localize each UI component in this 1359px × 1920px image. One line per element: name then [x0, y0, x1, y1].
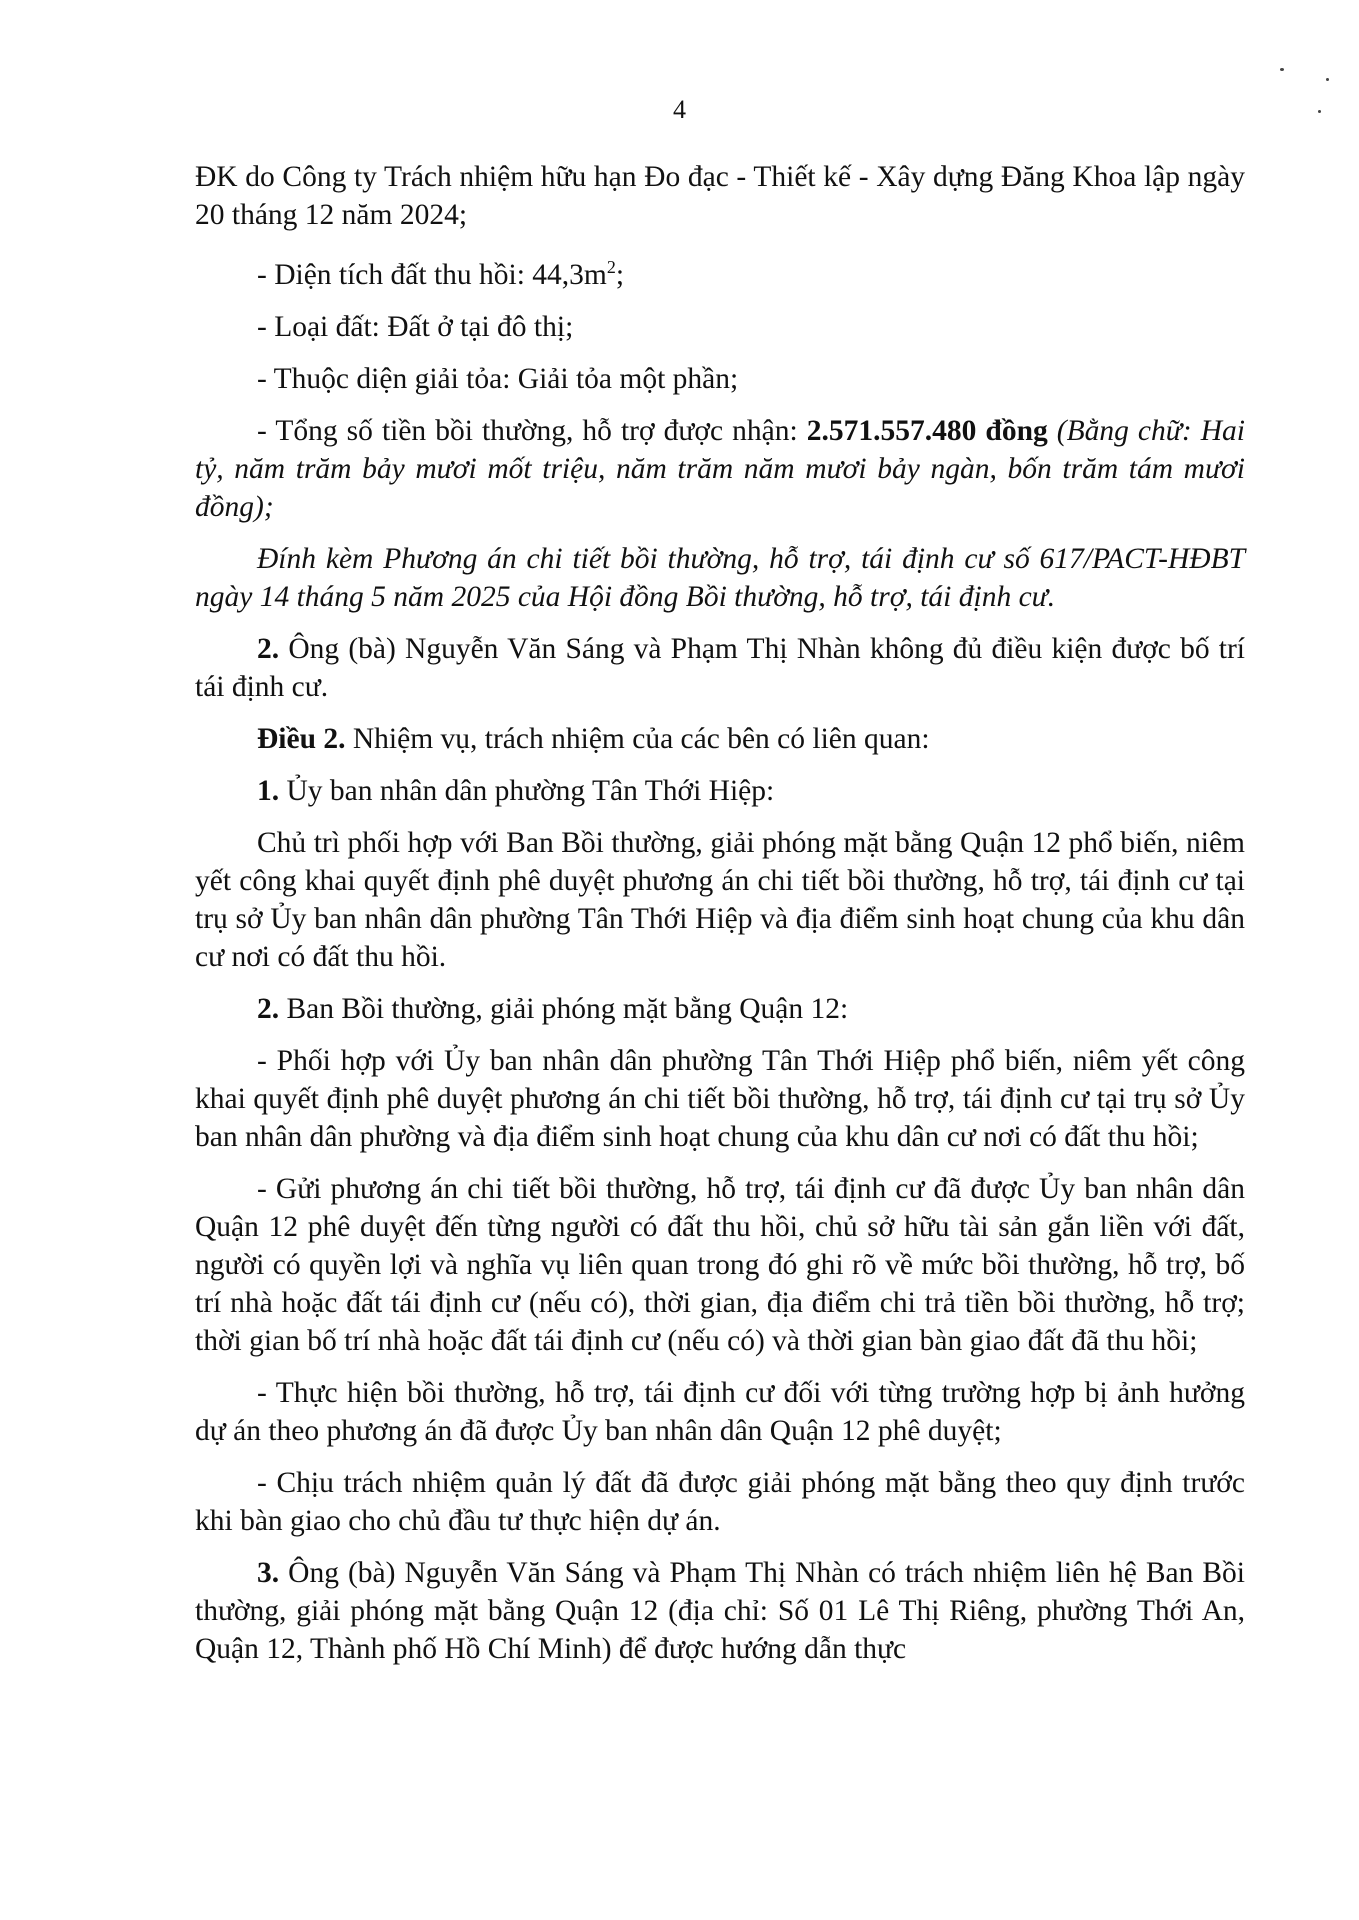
paragraph-text: Chủ trì phối hợp với Ban Bồi thường, giải phóng mặt bằng Quận 12 phổ biến, niêm yết công khai quyết định phê duyệt phương án chi tiết bồi thường, hỗ trợ, tái định cư tại trụ sở Ủy ban nhân dân phường Tân Thới Hiệp và địa điểm sinh hoạt chung của khu dân cư nơi có đất thu hồi. [195, 826, 1245, 973]
item-number: 3. [257, 1556, 280, 1589]
paragraph-text: Ông (bà) Nguyễn Văn Sáng và Phạm Thị Nhàn không đủ điều kiện được bố trí tái định cư. [195, 632, 1245, 703]
paragraph-text: ĐK do Công ty Trách nhiệm hữu hạn Đo đạc - Thiết kế - Xây dựng Đăng Khoa lập ngày 20 tháng 12 năm 2024; [195, 161, 1245, 231]
paragraph-land-area [195, 248, 1245, 294]
paragraph-text: Ông (bà) Nguyễn Văn Sáng và Phạm Thị Nhàn có trách nhiệm liên hệ Ban Bồi thường, giải phóng mặt bằng Quận 12 (địa chỉ: Số 01 Lê Thị Riêng, phường Thới An, Quận 12, Thành phố Hồ Chí Minh) để được hướng dẫn thực [195, 1556, 1245, 1665]
paragraph-tail: ; [615, 258, 625, 291]
paragraph-clearance-type [195, 360, 1245, 398]
paragraph-lead: - Tổng số tiền bồi thường, hỗ trợ được nhận: [257, 414, 807, 447]
item-number: 2. [257, 992, 280, 1025]
item-ward-committee [195, 772, 1245, 810]
paragraph-text: - Thuộc diện giải tỏa: Giải tỏa một phần; [257, 362, 739, 395]
item-number: 1. [257, 774, 280, 807]
superscript-2: 2 [606, 257, 616, 277]
paragraph-text: - Gửi phương án chi tiết bồi thường, hỗ trợ, tái định cư đã được Ủy ban nhân dân Quận 12 phê duyệt đến từng người có đất thu hồi, chủ sở hữu tài sản gắn liền với đất, người có quyền lợi và nghĩa vụ liên quan trong đó ghi rõ về mức bồi thường, hỗ trợ, bố trí nhà hoặc đất tái định cư (nếu có), thời gian, địa điểm chi trả tiền bồi thường, hỗ trợ; thời gian bố trí nhà hoặc đất tái định cư (nếu có) và thời gian bàn giao đất đã thu hồi; [195, 1172, 1245, 1357]
paragraph-text: - Phối hợp với Ủy ban nhân dân phường Tân Thới Hiệp phổ biến, niêm yết công khai quyết định phê duyệt phương án chi tiết bồi thường, hỗ trợ, tái định cư tại trụ sở Ủy ban nhân dân phường và địa điểm sinh hoạt chung của khu dân cư nơi có đất thu hồi; [195, 1044, 1245, 1153]
paragraph-board-duty-4 [195, 1464, 1245, 1540]
document-body [195, 158, 1245, 1682]
article-number: Điều 2. [257, 722, 346, 755]
page-number: 4 [673, 95, 686, 124]
paragraph-board-duty-2 [195, 1170, 1245, 1360]
paragraph-text: - Chịu trách nhiệm quản lý đất đã được giải phóng mặt bằng theo quy định trước khi bàn giao cho chủ đầu tư thực hiện dự án. [195, 1466, 1245, 1537]
article-2-heading [195, 720, 1245, 758]
paragraph-total-compensation [195, 412, 1245, 526]
paragraph-board-duty-3 [195, 1374, 1245, 1450]
paragraph-text: Nhiệm vụ, trách nhiệm của các bên có liên quan: [345, 722, 930, 755]
paragraph-text: - Thực hiện bồi thường, hỗ trợ, tái định cư đối với từng trường hợp bị ảnh hưởng dự án theo phương án đã được Ủy ban nhân dân Quận 12 phê duyệt; [195, 1376, 1245, 1447]
paragraph-ward-duties [195, 824, 1245, 976]
item-number: 2. [257, 632, 280, 665]
compensation-amount: 2.571.557.480 đồng [806, 414, 1048, 447]
paragraph-text: Ban Bồi thường, giải phóng mặt bằng Quận 12: [279, 992, 849, 1025]
paragraph-attachment [195, 540, 1245, 616]
scan-speck [1280, 68, 1284, 71]
item-compensation-board [195, 990, 1245, 1028]
paragraph-board-duty-1 [195, 1042, 1245, 1156]
scan-speck [1326, 78, 1329, 81]
amount-in-words: (Bằng chữ: Hai tỷ, năm trăm bảy mươi mốt triệu, năm trăm năm mươi bảy ngàn, bốn trăm tám mươi đồng); [195, 414, 1245, 523]
paragraph-survey-source [195, 158, 1245, 234]
item-landowner-duties [195, 1554, 1245, 1668]
paragraph-text: - Diện tích đất thu hồi: 44,3m [257, 258, 607, 291]
paragraph-resettlement-eligibility [195, 630, 1245, 706]
paragraph-text: - Loại đất: Đất ở tại đô thị; [257, 310, 574, 343]
paragraph-text: Đính kèm Phương án chi tiết bồi thường, hỗ trợ, tái định cư số 617/PACT-HĐBT ngày 14 tháng 5 năm 2025 của Hội đồng Bồi thường, hỗ trợ, tái định cư. [195, 542, 1245, 613]
paragraph-text: Ủy ban nhân dân phường Tân Thới Hiệp: [279, 774, 775, 807]
paragraph-land-type [195, 308, 1245, 346]
